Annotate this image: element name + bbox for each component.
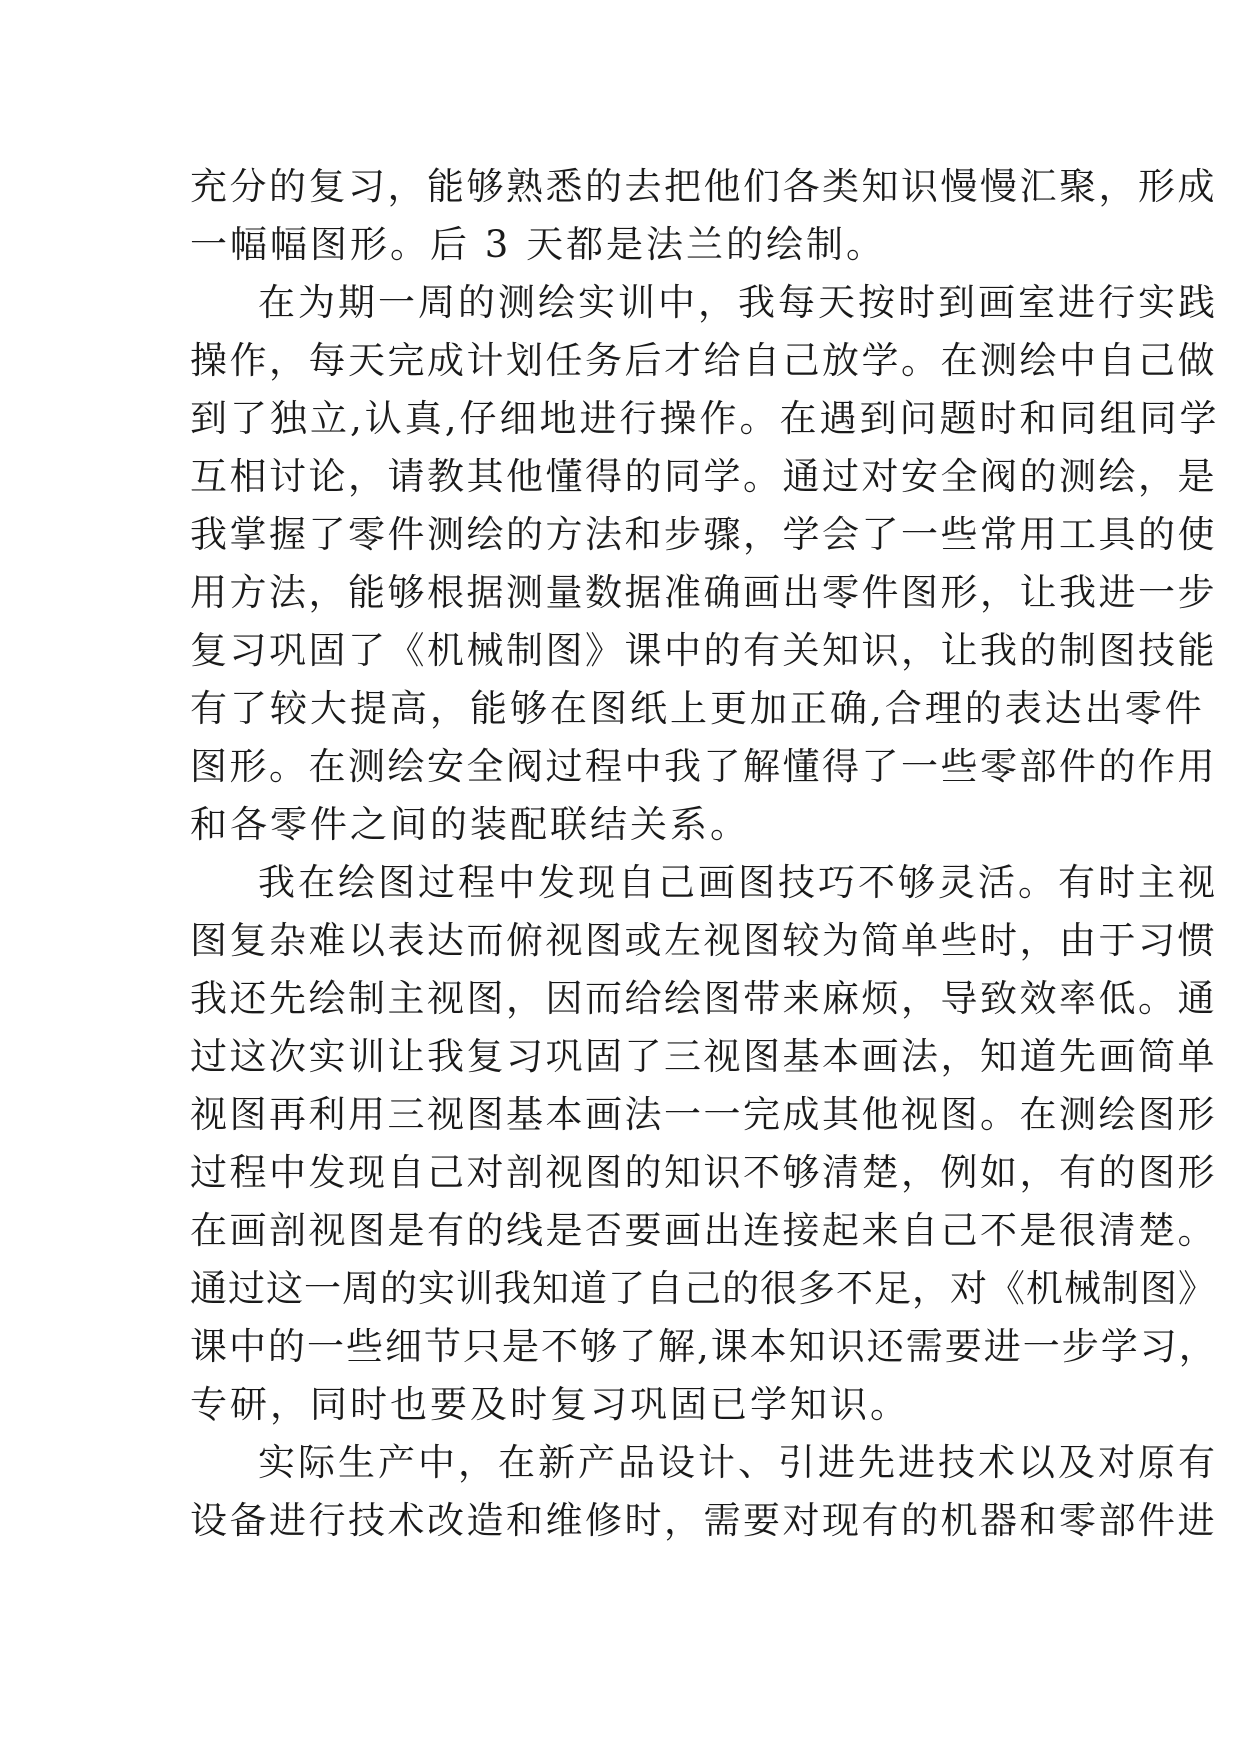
paragraph-line: 过这次实训让我复习巩固了三视图基本画法，知道先画简单 (190, 1035, 1217, 1078)
paragraph-line: 在为期一周的测绘实训中，我每天按时到画室进行实践 (258, 281, 1218, 324)
paragraph-line: 过程中发现自己对剖视图的知识不够清楚，例如，有的图形 (190, 1151, 1217, 1194)
paragraph-line: 课中的一些细节只是不够了解,课本知识还需要进一步学习， (190, 1325, 1218, 1368)
paragraph-line: 我还先绘制主视图，因而给绘图带来麻烦，导致效率低。通 (190, 977, 1217, 1020)
document-body (190, 158, 1220, 1550)
paragraph-line: 专研，同时也要及时复习巩固已学知识。 (190, 1383, 910, 1426)
paragraph-line: 操作，每天完成计划任务后才给自己放学。在测绘中自己做 (190, 339, 1217, 382)
paragraph-line: 实际生产中，在新产品设计、引进先进技术以及对原有 (258, 1441, 1218, 1484)
paragraph-line: 用方法，能够根据测量数据准确画出零件图形，让我进一步 (190, 571, 1217, 614)
paragraph-3 (190, 854, 1218, 1434)
paragraph-4 (190, 1434, 1218, 1550)
paragraph-line: 互相讨论，请教其他懂得的同学。通过对安全阀的测绘，是 (190, 455, 1217, 498)
paragraph-line: 图复杂难以表达而俯视图或左视图较为简单些时，由于习惯 (190, 919, 1217, 962)
paragraph-1 (190, 158, 1217, 274)
paragraph-line: 和各零件之间的装配联结关系。 (190, 803, 750, 846)
paragraph-line: 视图再利用三视图基本画法一一完成其他视图。在测绘图形 (190, 1093, 1217, 1136)
paragraph-line: 充分的复习，能够熟悉的去把他们各类知识慢慢汇聚，形成 (190, 165, 1217, 208)
paragraph-line: 我掌握了零件测绘的方法和步骤，学会了一些常用工具的使 (190, 513, 1217, 556)
paragraph-2 (190, 274, 1220, 854)
paragraph-line: 设备进行技术改造和维修时，需要对现有的机器和零部件进 (190, 1499, 1217, 1542)
paragraph-line: 通过这一周的实训我知道了自己的很多不足，对《机械制图》 (190, 1267, 1216, 1310)
paragraph-line: 图形。在测绘安全阀过程中我了解懂得了一些零部件的作用 (190, 745, 1217, 788)
paragraph-line: 有了较大提高，能够在图纸上更加正确,合理的表达出零件 (190, 687, 1205, 730)
paragraph-line: 一幅幅图形。后 3 天都是法兰的绘制。 (190, 223, 887, 266)
paragraph-line: 我在绘图过程中发现自己画图技巧不够灵活。有时主视 (258, 861, 1218, 904)
paragraph-line: 复习巩固了《机械制图》课中的有关知识，让我的制图技能 (190, 629, 1217, 672)
paragraph-line: 到了独立,认真,仔细地进行操作。在遇到问题时和同组同学 (190, 397, 1220, 440)
paragraph-line: 在画剖视图是有的线是否要画出连接起来自己不是很清楚。 (190, 1209, 1217, 1252)
